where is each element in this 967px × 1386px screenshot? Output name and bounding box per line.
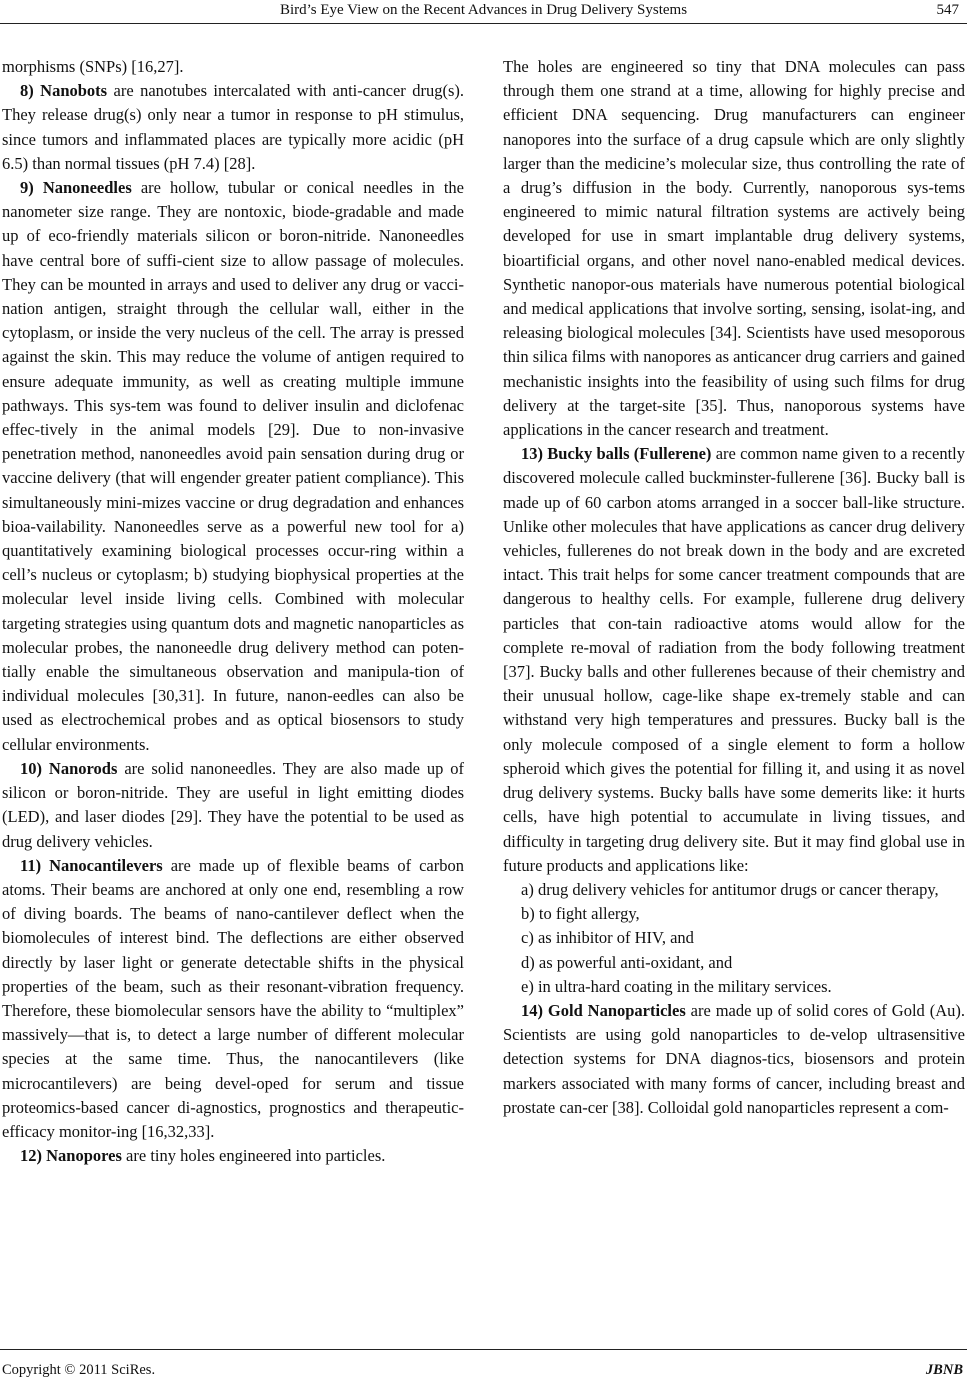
list-item: d) as powerful anti-oxidant, and bbox=[521, 952, 733, 972]
term-heading: 9) Nanoneedles bbox=[20, 178, 132, 198]
paragraph-bucky-balls bbox=[503, 442, 965, 878]
paragraph-nanopores bbox=[2, 1144, 464, 1168]
paragraph-text: are made up of solid cores of Gold (Au). Scientists are using gold nanoparticles to de-velop ultrasensitive detection systems for DNA diagnos-tics, biosensors and protein markers associated with many forms of cancer, including breast and prostate can-cer [38]. Colloidal gold nanoparticles represent a com- bbox=[503, 1000, 966, 1117]
list-item: c) as inhibitor of HIV, and bbox=[521, 928, 694, 948]
running-title: Bird’s Eye View on the Recent Advances in Drug Delivery Systems bbox=[279, 2, 688, 18]
journal-abbreviation: JBNB bbox=[925, 1362, 963, 1378]
paragraph-text: are common name given to a recently discovered molecule called buckminster-fullerene [36]. Bucky ball is made up of 60 carbon atoms arranged in a soccer ball-like structure. Unlike other molecules that have applications as cancer drug delivery vehicles, fullerenes do not break down in the body and are excreted intact. This trait helps for some cancer treatment compounds that are dangerous to healthy cells. For example, fullerene drug delivery particles that con-tain radioactive atoms would allow for the complete re-moval of radiation from the body following treatment [37]. Bucky balls and other fullerenes because of their chemistry and their unusual hollow, cage-like shape ex-tremely stable and can withstand very high temperatures and pressures. Bucky ball is the only molecule composed of a single element to form a hollow spheroid which gives the potential for filling it, and using it as novel drug delivery systems. Bucky balls have some demerits like: it hurts cells, have high potential to accumulate in living tissues, and difficulty in targeting drug delivery site. But it may find global use in future products and applications like: bbox=[503, 444, 965, 875]
paragraph-continuation: morphisms (SNPs) [16,27]. bbox=[2, 57, 184, 76]
paragraph-text: are tiny holes engineered into particles. bbox=[121, 1146, 386, 1166]
paragraph-text: are nanotubes intercalated with anti-cancer drug(s). They release drug(s) only near a tumor in response to pH stimulus, since tumors and inflammated places are typically more acidic (pH 6.5) than normal tissues (pH 7.4) [28]. bbox=[2, 81, 464, 173]
term-heading: 8) Nanobots bbox=[20, 81, 108, 101]
paragraph-gold-nanoparticles bbox=[503, 999, 965, 1120]
paragraph-nanobots bbox=[2, 79, 464, 176]
paragraph-nanoneedles bbox=[2, 176, 464, 757]
copyright-notice: Copyright © 2011 SciRes. bbox=[2, 1362, 156, 1378]
term-heading: 12) Nanopores bbox=[20, 1146, 122, 1166]
term-heading: 14) Gold Nanoparticles bbox=[521, 1000, 686, 1020]
term-heading: 10) Nanorods bbox=[20, 758, 118, 778]
left-column bbox=[2, 55, 464, 1168]
footer-rule bbox=[0, 1349, 967, 1350]
paragraph-text: are made up of flexible beams of carbon atoms. Their beams are anchored at only one end, resembling a row of diving boards. The beams of nano-cantilever deflect when the biomolecules of interest bind. The deflections are either observed directly by laser light or generate detectable shifts in the physical properties of the beam, such as their resonant-vibration frequency. Therefore, these biomolecular sensors have the ability to “multiplex” massively—that is, to detect a large number of different molecular species at the same time. Thus, the nanocantilevers (like microcantilevers) are being devel-oped for serum and tissue proteomics-based cancer di-agnostics, prognostics and therapeutic-efficacy monitor-ing [16,32,33]. bbox=[2, 855, 464, 1141]
page-header bbox=[0, 0, 967, 24]
list-item: a) drug delivery vehicles for antitumor drugs or cancer therapy, bbox=[521, 879, 939, 899]
page-number: 547 bbox=[936, 2, 959, 18]
term-heading: 13) Bucky balls (Fullerene) bbox=[521, 444, 712, 464]
list-item: e) in ultra-hard coating in the military services. bbox=[521, 976, 832, 996]
paragraph-nanorods bbox=[2, 757, 464, 854]
paragraph-text: are hollow, tubular or conical needles in the nanometer size range. They are nontoxic, biode-gradable and made up of eco-friendly materials silicon or boron-nitride. Nanoneedles have central bore of suffi-cient size to allow passage of molecules. They can be mounted in arrays and used to deliver any drug or vacci-nation antigen, straight through the cellular wall, either in the cytoplasm, or inside the very nucleus of the cell. The array is pressed against the skin. This may reduce the volume of antigen required to ensure adequate immunity, as well as creating multiple immune pathways. This sys-tem was found to deliver insulin and diclofenac effec-tively in the animal models [29]. Due to non-invasive penetration method, nanoneedles avoid pain sensation during drug or vaccine delivery (that will engender greater patient compliance). This simultaneously mini-mizes vaccine or drug degradation and enhances bioa-vailability. Nanoneedles serve as a powerful new tool for a) quantitatively examining biological processes occur-ring within a cell’s nucleus or cytoplasm; b) studying biophysical properties at the molecular level inside living cells. Combined with molecular targeting strategies using quantum dots and magnetic nanoparticles as molecular probes, the nanoneedle drug delivery method can poten-tially enable the simultaneous observation and manipula-tion of individual molecules [30,31]. In future, nanon-eedles can also be used as electrochemical probes and as optical biosensors to study cellular environments. bbox=[2, 178, 464, 754]
header-rule bbox=[0, 23, 967, 24]
paragraph-nanopores-continued: The holes are engineered so tiny that DNA molecules can pass through them one strand at a time, allowing for highly precise and efficient DNA sequencing. Drug manufacturers can engineer nanopores into the surface of a drug capsule which are only slightly larger than the medicine’s molecular size, thus controlling the rate of a drug’s diffusion in the body. Currently, nanoporous sys-tems engineered to mimic natural filtration systems are actively being developed for use in smart implantable drug delivery systems, bioartificial organs, and other novel nano-enabled medical devices. Synthetic nanopor-ous materials have numerous potential biological and medical applications that involve sorting, sensing, isolat-ing, and releasing biological molecules [34]. Scientists have used mesoporous thin silica films with nanopores as anticancer drug carriers and gained mechanistic insights into the feasibility of using such films for drug delivery at the target-site [35]. Thus, nanoporous systems have applications in the cancer research and treatment. bbox=[503, 57, 965, 440]
paragraph-text: are solid nanoneedles. They are also made up of silicon or boron-nitride. They are useful in light emitting diodes (LED), and laser diodes [29]. They have the potential to be used as drug delivery vehicles. bbox=[2, 758, 464, 851]
right-column bbox=[503, 55, 965, 1120]
paragraph-nanocantilevers bbox=[2, 854, 464, 1144]
list-item: b) to fight allergy, bbox=[521, 904, 640, 924]
term-heading: 11) Nanocantilevers bbox=[20, 855, 163, 875]
